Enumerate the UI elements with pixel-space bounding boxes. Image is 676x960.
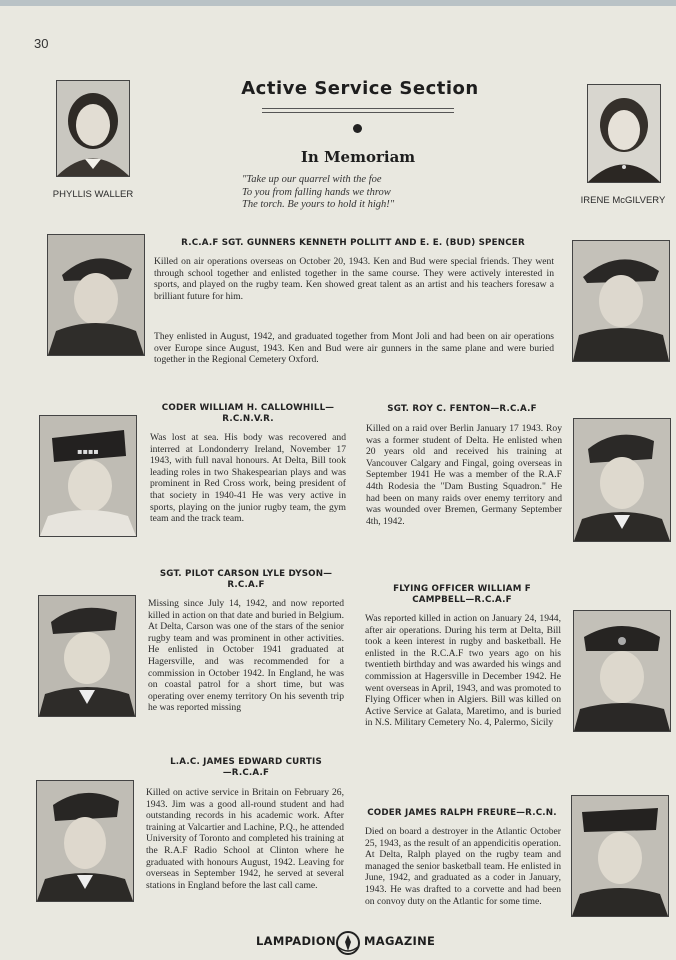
heading-curtis-line1: L.A.C. JAMES EDWARD CURTIS <box>170 757 322 767</box>
section-title: Active Service Section <box>241 78 479 99</box>
portrait-william-callowhill <box>39 415 137 537</box>
body-callowhill: Was lost at sea. His body was recovered and interred at Londonderry Ireland, November 17 1943, with full naval honours. At Delta, Bill took leading roles in two Shakespearian plays and was prominent in Red Cross work, being president of that society in 1940-41 He was very active in sports, playing on the junior rugby team, the gym team and the track team. <box>150 432 346 525</box>
footer-masthead <box>240 930 450 956</box>
portrait-phyllis-waller <box>56 80 130 177</box>
heading-fenton: SGT. ROY C. FENTON—R.C.A.F <box>387 404 537 414</box>
heading-campbell-line1: FLYING OFFICER WILLIAM F <box>393 584 531 594</box>
portrait-carson-dyson <box>38 595 136 717</box>
footer-right-text: MAGAZINE <box>364 934 436 948</box>
heading-dyson <box>142 569 350 591</box>
portrait-roy-fenton <box>573 418 671 542</box>
heading-curtis <box>142 757 350 779</box>
heading-pollitt-spencer: R.C.A.F SGT. GUNNERS KENNETH POLLITT AND E. E. (BUD) SPENCER <box>181 238 525 248</box>
portrait-james-freure <box>571 795 669 917</box>
torch-emblem-icon <box>335 930 361 956</box>
heading-campbell-line2: CAMPBELL—R.C.A.F <box>412 595 512 605</box>
title-rule-bottom <box>262 112 454 113</box>
top-edge <box>0 0 676 6</box>
footer-left-text: LAMPADION <box>256 934 336 948</box>
memorial-poem: "Take up our quarrel with the foe To you from falling hands we throw The torch. Be yours to hold it high!" <box>242 174 395 210</box>
heading-dyson-line2: R.C.A.F <box>227 580 265 590</box>
portrait-kenneth-pollitt <box>47 234 145 356</box>
memoriam-title: In Memoriam <box>300 148 416 166</box>
heading-campbell <box>362 584 562 606</box>
svg-text:▪▪▪▪: ▪▪▪▪ <box>77 447 99 456</box>
heading-dyson-line1: SGT. PILOT CARSON LYLE DYSON— <box>159 569 333 579</box>
heading-callowhill-line1: CODER WILLIAM H. CALLOWHILL— <box>161 403 335 413</box>
caption-left: PHYLLIS WALLER <box>52 189 134 200</box>
heading-freure: CODER JAMES RALPH FREURE—R.C.N. <box>367 808 557 818</box>
body-dyson: Missing since July 14, 1942, and now reported killed in action on that date and buried in Belgium. At Delta, Carson was one of the stars of the senior rugby team and was prominent in other activities. He enlisted in October 1941 graduated at Hagersville, and was recommended for a commission in October 1942. In England, he was on coastal patrol for a short time, but was operating over enemy territory On his seventh trip he was reported missing <box>148 598 344 714</box>
portrait-james-curtis <box>36 780 134 902</box>
heading-callowhill-line2: R.C.N.V.R. <box>222 414 274 424</box>
portrait-irene-mcgilvery <box>587 84 661 183</box>
body-curtis: Killed on active service in Britain on February 26, 1943. Jim was a good all-round student and had outstanding records in his academic work. After training at Valcartier and Lachine, P.Q., he attended University of Toronto and completed his training at the R.A.F Radio School at Clinton where he graduated with honours August, 1942. Leaving for overseas in September 1942, he served at several stations in England before the last call came. <box>146 787 344 891</box>
heading-curtis-line2: —R.C.A.F <box>222 768 270 778</box>
ornament-dot <box>353 124 362 133</box>
portrait-bud-spencer <box>572 240 670 362</box>
body-pollitt-spencer-1: Killed on air operations overseas on October 20, 1943. Ken and Bud were special friends. They went through school together and enlisted together in the same course. They were actively interested in sports, and played on the rugby team. Ken showed great talent as an artist and his teachers foresaw a brilliant future for him. <box>154 256 554 302</box>
page-number: 30 <box>34 36 49 51</box>
title-rule-top <box>262 108 454 109</box>
portrait-william-campbell <box>573 610 671 732</box>
body-campbell: Was reported killed in action on January 24, 1944, after air operations. During his term at Delta, Bill took a keen interest in rugby and basketball. He enlisted in the R.C.A.F two years ago on his twentieth birthday and was awarded his wings and commission at Hagersville in December 1942. He went overseas in April, 1943, and was promoted to Flying Officer when in Algiers. Bill was killed on Active Service at Galata, Maretimo, and is buried in N.S. Military Cemetery No. 4, Palermo, Sicily <box>365 613 561 729</box>
caption-right: IRENE McGILVERY <box>580 195 666 206</box>
body-freure: Died on board a destroyer in the Atlantic October 25, 1943, as the result of an appendicitis operation. At Delta, Ralph played on the rugby team and managed the senior basketball team. He enlisted in June, 1942, and graduated as a coder in January, 1943. He was drafted to a corvette and had been on convoy duty on the Atlantic for some time. <box>365 826 561 907</box>
body-fenton: Killed on a raid over Berlin January 17 1943. Roy was a former student of Delta. He enlisted when 20 years old and received his training at Vancouver Calgary and Fingal, going overseas in September 1941 He was a member of the R.A.F 44th Rodesia the "Dam Busting Squadron." He had been on many raids over enemy territory and was wounded over Bremen, Germany September 4th, 1942. <box>366 423 562 527</box>
body-pollitt-spencer-2: They enlisted in August, 1942, and graduated together from Mont Joli and had been on air operations over Europe since August, 1943. Ken and Bud were air gunners in the same plane and were buried together in the Regional Cemetery Oxford. <box>154 331 554 366</box>
heading-callowhill <box>144 403 352 425</box>
